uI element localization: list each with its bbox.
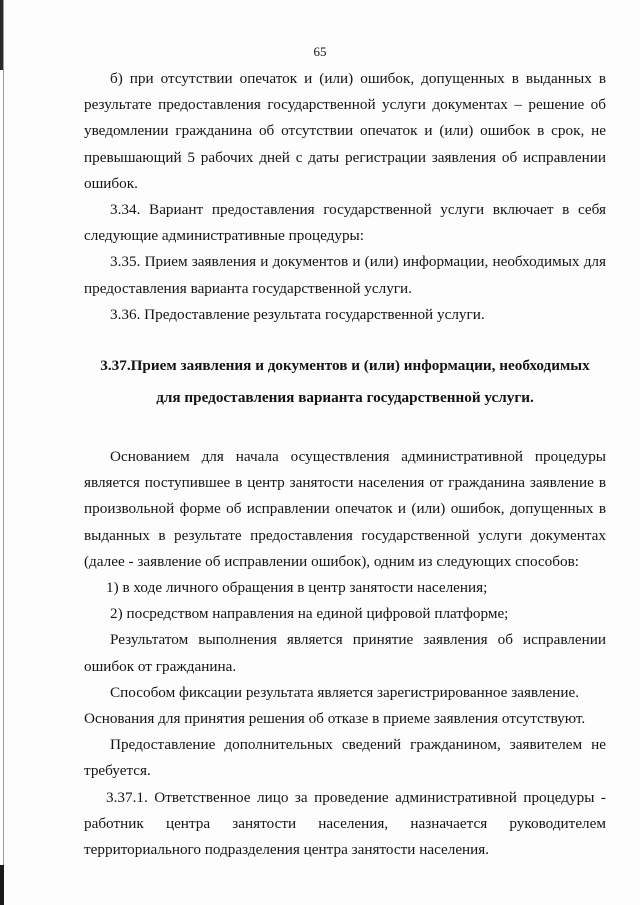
paragraph-3-36: 3.36. Предоставление результата государственной услуги. (110, 305, 485, 323)
section-heading-3-37 (84, 350, 606, 414)
section-heading-line-1: 3.37.Прием заявления и документов и (или) информации, необходимых (100, 357, 590, 375)
paragraph-basis: Основанием для начала осуществления административной процедуры является поступившее в центр занятости населения от гражданина заявление в произвольной форме об исправлении опечаток и (или) ошибок, допущенных в выданных в результате предоставления государственной услуги документах (далее - заявление об исправлении ошибок), одним из следующих способов: (84, 448, 606, 570)
scan-edge-mark-bottom (0, 865, 4, 905)
paragraph-fixation: Способом фиксации результата является зарегистрированное заявление. (110, 683, 580, 701)
section-heading-line-2: для предоставления варианта государственной услуги. (156, 389, 534, 407)
paragraph-refusal-grounds: Основания для принятия решения об отказе в приеме заявления отсутствуют. (84, 710, 586, 728)
scan-edge-line (3, 0, 4, 905)
paragraph-3-35: 3.35. Прием заявления и документов и (или) информации, необходимых для предоставления варианта государственной услуги. (84, 253, 606, 297)
paragraph-3-34: 3.34. Вариант предоставления государственной услуги включает в себя следующие административные процедуры: (84, 201, 606, 245)
document-body (84, 66, 606, 863)
paragraph-b-no-errors: б) при отсутствии опечаток и (или) ошибок, допущенных в выданных в результате предоставления государственной услуги документах – решение об уведомлении гражданина об отсутствии опечаток и (или) ошибок в срок, не превышающий 5 рабочих дней с даты регистрации заявления об исправлении ошибок. (84, 70, 606, 192)
paragraph-result: Результатом выполнения является принятие заявления об исправлении ошибок от гражданина. (84, 631, 606, 675)
paragraph-3-37-1: 3.37.1. Ответственное лицо за проведение административной процедуры - работник центра занятости населения, назначается руководителем территориального подразделения центра занятости населения. (84, 788, 606, 859)
page-number: 65 (313, 44, 327, 59)
paragraph-additional-info: Предоставление дополнительных сведений гражданином, заявителем не требуется. (84, 736, 606, 780)
list-item-digital-platform: 2) посредством направления на единой цифровой платформе; (110, 605, 509, 623)
list-item-personal-visit: 1) в ходе личного обращения в центр занятости населения; (106, 579, 488, 597)
